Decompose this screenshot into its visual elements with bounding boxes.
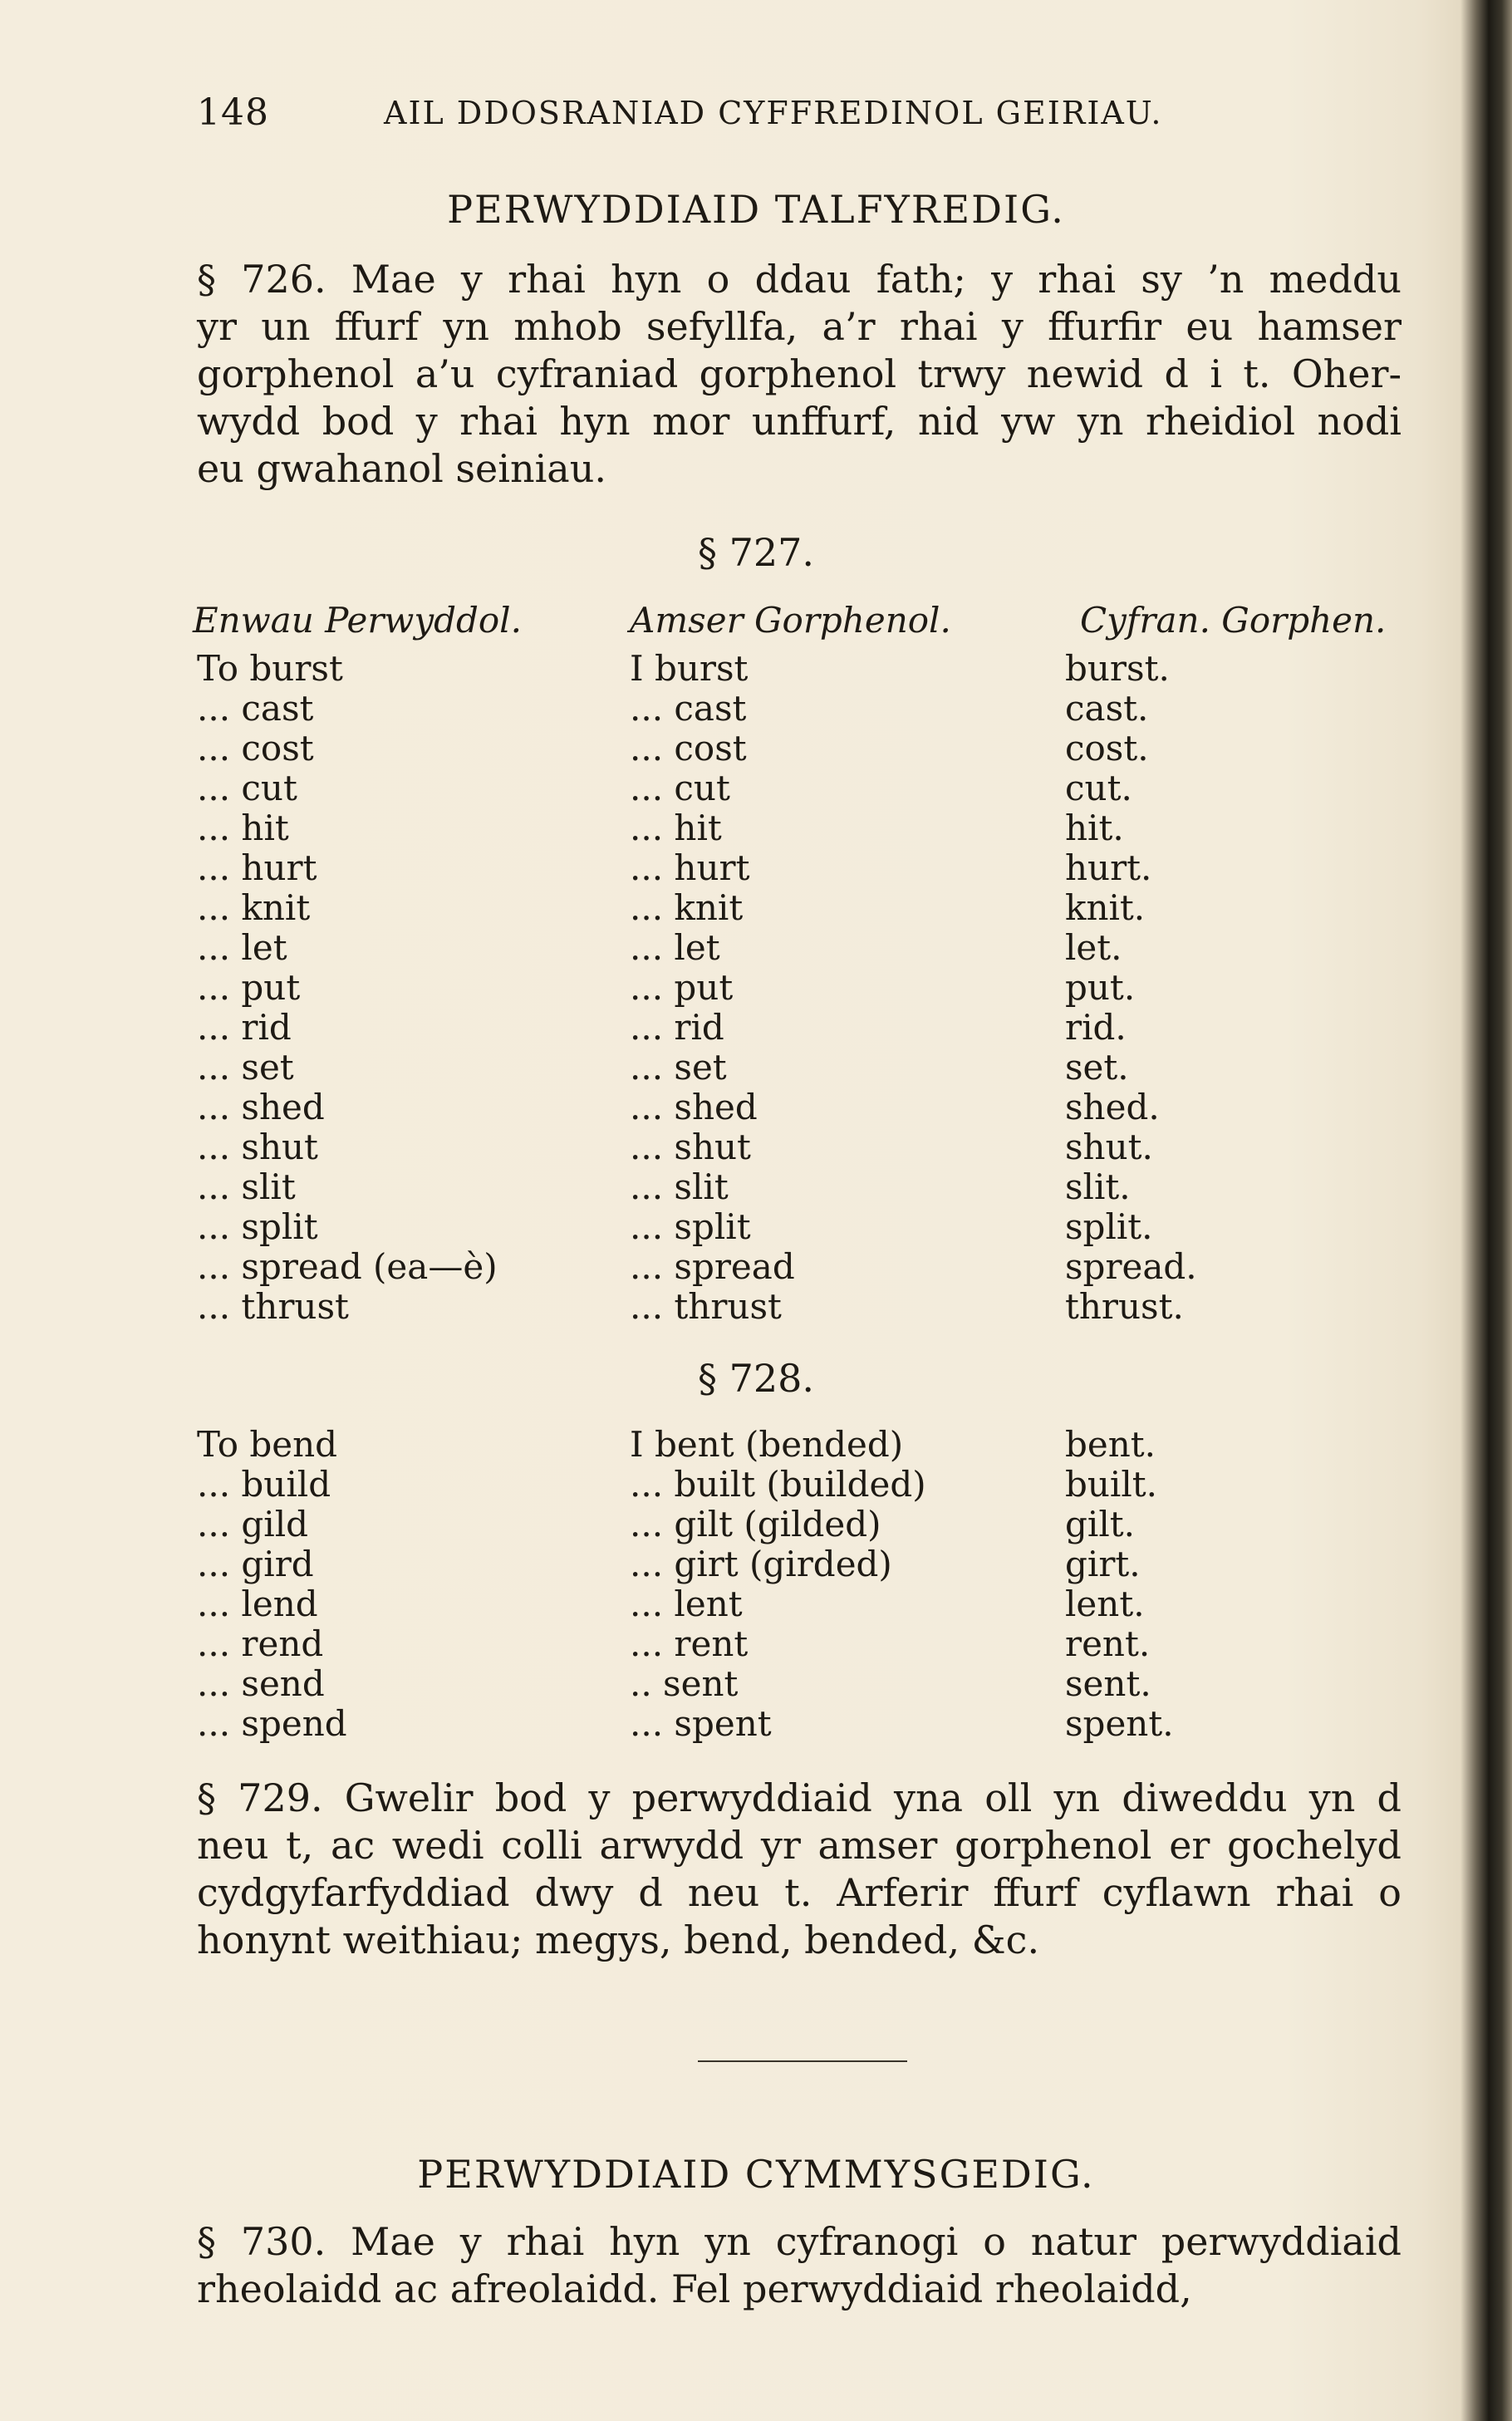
- table-row: [0, 728, 1512, 768]
- infinitive-cell: ... send: [197, 1663, 325, 1704]
- paragraph-729-line: cydgyfarfyddiad dwy d neu t. Arferir ffurf cyflawn rhai o: [197, 1870, 1402, 1915]
- past-tense-cell: ... shed: [630, 1087, 758, 1127]
- infinitive-cell: ... gild: [197, 1504, 309, 1544]
- participle-cell: sent.: [1065, 1663, 1151, 1704]
- infinitive-cell: ... let: [197, 927, 287, 968]
- table-row: [0, 1047, 1512, 1087]
- participle-cell: cut.: [1065, 768, 1132, 808]
- paragraph-729: [197, 1775, 1402, 1964]
- section-mark-728: § 728.: [697, 1356, 815, 1401]
- participle-cell: girt.: [1065, 1544, 1141, 1584]
- participle-cell: let.: [1065, 927, 1122, 968]
- participle-cell: shut.: [1065, 1127, 1153, 1167]
- infinitive-cell: ... shed: [197, 1087, 325, 1127]
- participle-cell: bent.: [1065, 1424, 1156, 1465]
- section-heading-cymmysgedig: PERWYDDIAID CYMMYSGEDIG.: [417, 2152, 1095, 2197]
- past-tense-cell: ... girt (girded): [630, 1544, 892, 1584]
- page-header: [197, 91, 1443, 141]
- column-header-past-tense: Amser Gorphenol.: [630, 600, 951, 641]
- infinitive-cell: ... hit: [197, 808, 289, 848]
- participle-cell: hit.: [1065, 808, 1124, 848]
- past-tense-cell: ... spread: [630, 1246, 795, 1287]
- infinitive-cell: ... build: [197, 1464, 331, 1505]
- table-row: [0, 1127, 1512, 1166]
- infinitive-cell: ... set: [197, 1047, 294, 1088]
- past-tense-cell: ... knit: [630, 887, 744, 928]
- past-tense-cell: ... rent: [630, 1623, 749, 1664]
- participle-cell: set.: [1065, 1047, 1129, 1088]
- page-number: 148: [197, 91, 269, 134]
- table-row: [0, 648, 1512, 688]
- table-row: [0, 688, 1512, 728]
- past-tense-cell: ... spent: [630, 1703, 772, 1744]
- book-binding-edge: [1460, 0, 1512, 2421]
- table-row: [0, 1464, 1512, 1504]
- table-row: [0, 847, 1512, 887]
- past-tense-cell: ... built (builded): [630, 1464, 926, 1505]
- table-row: [0, 1087, 1512, 1127]
- participle-cell: shed.: [1065, 1087, 1160, 1127]
- past-tense-cell: ... gilt (gilded): [630, 1504, 881, 1544]
- paragraph-726-line: wydd bod y rhai hyn mor unffurf, nid yw yn rheidiol nodi: [197, 399, 1402, 444]
- table-row: [0, 1544, 1512, 1584]
- paragraph-726: [197, 256, 1402, 493]
- infinitive-cell: ... shut: [197, 1127, 318, 1167]
- participle-cell: spent.: [1065, 1703, 1174, 1744]
- column-header-infinitive: Enwau Perwyddol.: [193, 600, 522, 641]
- infinitive-cell: ... spend: [197, 1703, 347, 1744]
- table-row: [0, 1007, 1512, 1047]
- section-heading-talfyredig: PERWYDDIAID TALFYREDIG.: [447, 187, 1065, 232]
- infinitive-cell: To burst: [197, 648, 343, 689]
- past-tense-cell: ... shut: [630, 1127, 751, 1167]
- participle-cell: rent.: [1065, 1623, 1151, 1664]
- infinitive-cell: ... slit: [197, 1166, 296, 1207]
- past-tense-cell: ... cost: [630, 728, 747, 769]
- table-row: [0, 808, 1512, 847]
- participle-cell: lent.: [1065, 1584, 1145, 1624]
- table-row: [0, 1663, 1512, 1703]
- participle-cell: cast.: [1065, 688, 1149, 729]
- table-row: [0, 768, 1512, 808]
- column-header-past-participle: Cyfran. Gorphen.: [1080, 600, 1387, 641]
- past-tense-cell: ... let: [630, 927, 720, 968]
- participle-cell: rid.: [1065, 1007, 1127, 1048]
- infinitive-cell: ... thrust: [197, 1286, 349, 1327]
- participle-cell: hurt.: [1065, 847, 1152, 888]
- table-row: [0, 1246, 1512, 1286]
- paragraph-726-line: gorphenol a’u cyfraniad gorphenol trwy newid d i t. Oher-: [197, 351, 1402, 396]
- infinitive-cell: ... hurt: [197, 847, 317, 888]
- participle-cell: knit.: [1065, 887, 1146, 928]
- past-tense-cell: ... rid: [630, 1007, 724, 1048]
- paragraph-726-line: yr un ffurf yn mhob sefyllfa, a’r rhai y ffurfir eu hamser: [197, 304, 1402, 349]
- table-row: [0, 1424, 1512, 1464]
- past-tense-cell: ... hit: [630, 808, 722, 848]
- paragraph-729-line: neu t, ac wedi colli arwydd yr amser gorphenol er gochelyd: [197, 1823, 1402, 1868]
- participle-cell: cost.: [1065, 728, 1149, 769]
- past-tense-cell: ... hurt: [630, 847, 750, 888]
- infinitive-cell: ... cast: [197, 688, 314, 729]
- infinitive-cell: ... gird: [197, 1544, 314, 1584]
- table-row: [0, 1166, 1512, 1206]
- past-tense-cell: .. sent: [630, 1663, 739, 1704]
- past-tense-cell: I burst: [630, 648, 749, 689]
- past-tense-cell: ... split: [630, 1206, 751, 1247]
- infinitive-cell: ... put: [197, 967, 301, 1008]
- participle-cell: gilt.: [1065, 1504, 1135, 1544]
- participle-cell: built.: [1065, 1464, 1158, 1505]
- paragraph-729-line: honynt weithiau; megys, bend, bended, &c.: [197, 1918, 1040, 1962]
- infinitive-cell: ... knit: [197, 887, 311, 928]
- participle-cell: burst.: [1065, 648, 1170, 689]
- table-row: [0, 1286, 1512, 1326]
- paragraph-726-line: § 726. Mae y rhai hyn o ddau fath; y rhai sy ’n meddu: [197, 257, 1402, 302]
- section-mark-727: § 727.: [697, 530, 815, 575]
- infinitive-cell: ... rend: [197, 1623, 324, 1664]
- table-row: [0, 927, 1512, 967]
- past-tense-cell: ... slit: [630, 1166, 729, 1207]
- running-title: AIL DDOSRANIAD CYFFREDINOL GEIRIAU.: [384, 95, 1163, 131]
- participle-cell: split.: [1065, 1206, 1153, 1247]
- participle-cell: thrust.: [1065, 1286, 1184, 1327]
- participle-cell: slit.: [1065, 1166, 1131, 1207]
- infinitive-cell: ... rid: [197, 1007, 292, 1048]
- paragraph-729-line: § 729. Gwelir bod y perwyddiaid yna oll yn diweddu yn d: [197, 1775, 1402, 1820]
- paragraph-730-line: § 730. Mae y rhai hyn yn cyfranogi o natur perwyddiaid: [197, 2219, 1402, 2264]
- past-tense-cell: ... lent: [630, 1584, 743, 1624]
- past-tense-cell: ... cast: [630, 688, 747, 729]
- past-tense-cell: ... cut: [630, 768, 730, 808]
- section-divider-rule: [698, 2060, 907, 2062]
- infinitive-cell: ... spread (ea—è): [197, 1246, 498, 1287]
- table-row: [0, 1703, 1512, 1743]
- past-tense-cell: I bent (bended): [630, 1424, 904, 1465]
- table-row: [0, 967, 1512, 1007]
- table-row: [0, 1584, 1512, 1623]
- table-row: [0, 1206, 1512, 1246]
- past-tense-cell: ... set: [630, 1047, 727, 1088]
- paragraph-730-line: rheolaidd ac afreolaidd. Fel perwyddiaid rheolaidd,: [197, 2266, 1192, 2311]
- infinitive-cell: ... cost: [197, 728, 314, 769]
- infinitive-cell: To bend: [197, 1424, 338, 1465]
- infinitive-cell: ... split: [197, 1206, 318, 1247]
- past-tense-cell: ... put: [630, 967, 734, 1008]
- table-row: [0, 1623, 1512, 1663]
- participle-cell: spread.: [1065, 1246, 1197, 1287]
- past-tense-cell: ... thrust: [630, 1286, 782, 1327]
- paragraph-726-line: eu gwahanol seiniau.: [197, 446, 606, 491]
- table-row: [0, 887, 1512, 927]
- table-row: [0, 1504, 1512, 1544]
- infinitive-cell: ... cut: [197, 768, 297, 808]
- paragraph-730: [197, 2218, 1402, 2313]
- participle-cell: put.: [1065, 967, 1136, 1008]
- infinitive-cell: ... lend: [197, 1584, 318, 1624]
